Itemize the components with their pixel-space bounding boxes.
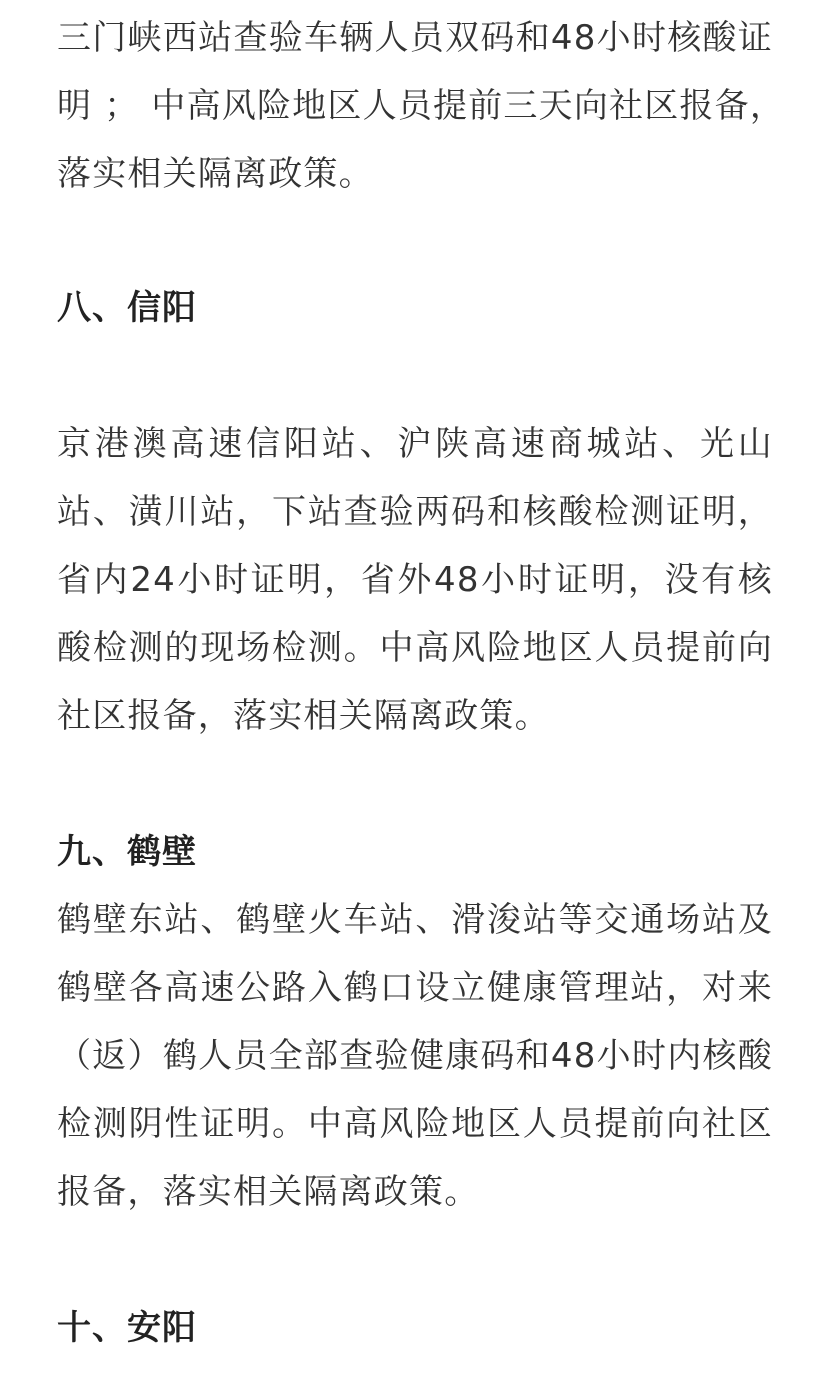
- paragraph-line: 落实相关隔离政策。: [57, 154, 374, 194]
- section-heading-anyang: 十、安阳: [57, 1308, 197, 1348]
- paragraph-line: 站、潢川站，下站查验两码和核酸检测证明，: [57, 492, 773, 532]
- paragraph-line: 检测阴性证明。中高风险地区人员提前向社区: [57, 1104, 773, 1144]
- section-heading-hebi: 九、鹤壁: [57, 832, 197, 872]
- paragraph-line: 社区报备，落实相关隔离政策。: [57, 696, 550, 736]
- paragraph-line: （返）鹤人员全部查验健康码和48小时内核酸: [57, 1036, 773, 1076]
- paragraph-line: 报备，落实相关隔离政策。: [57, 1172, 480, 1212]
- paragraph-line: 京港澳高速信阳站、沪陕高速商城站、光山: [57, 424, 773, 464]
- paragraph-line: 鹤壁东站、鹤壁火车站、滑浚站等交通场站及: [57, 900, 773, 940]
- paragraph-line: 省内24小时证明，省外48小时证明，没有核: [57, 560, 773, 600]
- section-heading-xinyang: 八、信阳: [57, 288, 197, 328]
- paragraph-line: 三门峡西站查验车辆人员双码和48小时核酸证: [57, 18, 773, 58]
- paragraph-line: 鹤壁各高速公路入鹤口设立健康管理站，对来: [57, 968, 773, 1008]
- paragraph-line: 酸检测的现场检测。中高风险地区人员提前向: [57, 628, 773, 668]
- paragraph-line: 明 ； 中高风险地区人员提前三天向社区报备，: [57, 86, 786, 126]
